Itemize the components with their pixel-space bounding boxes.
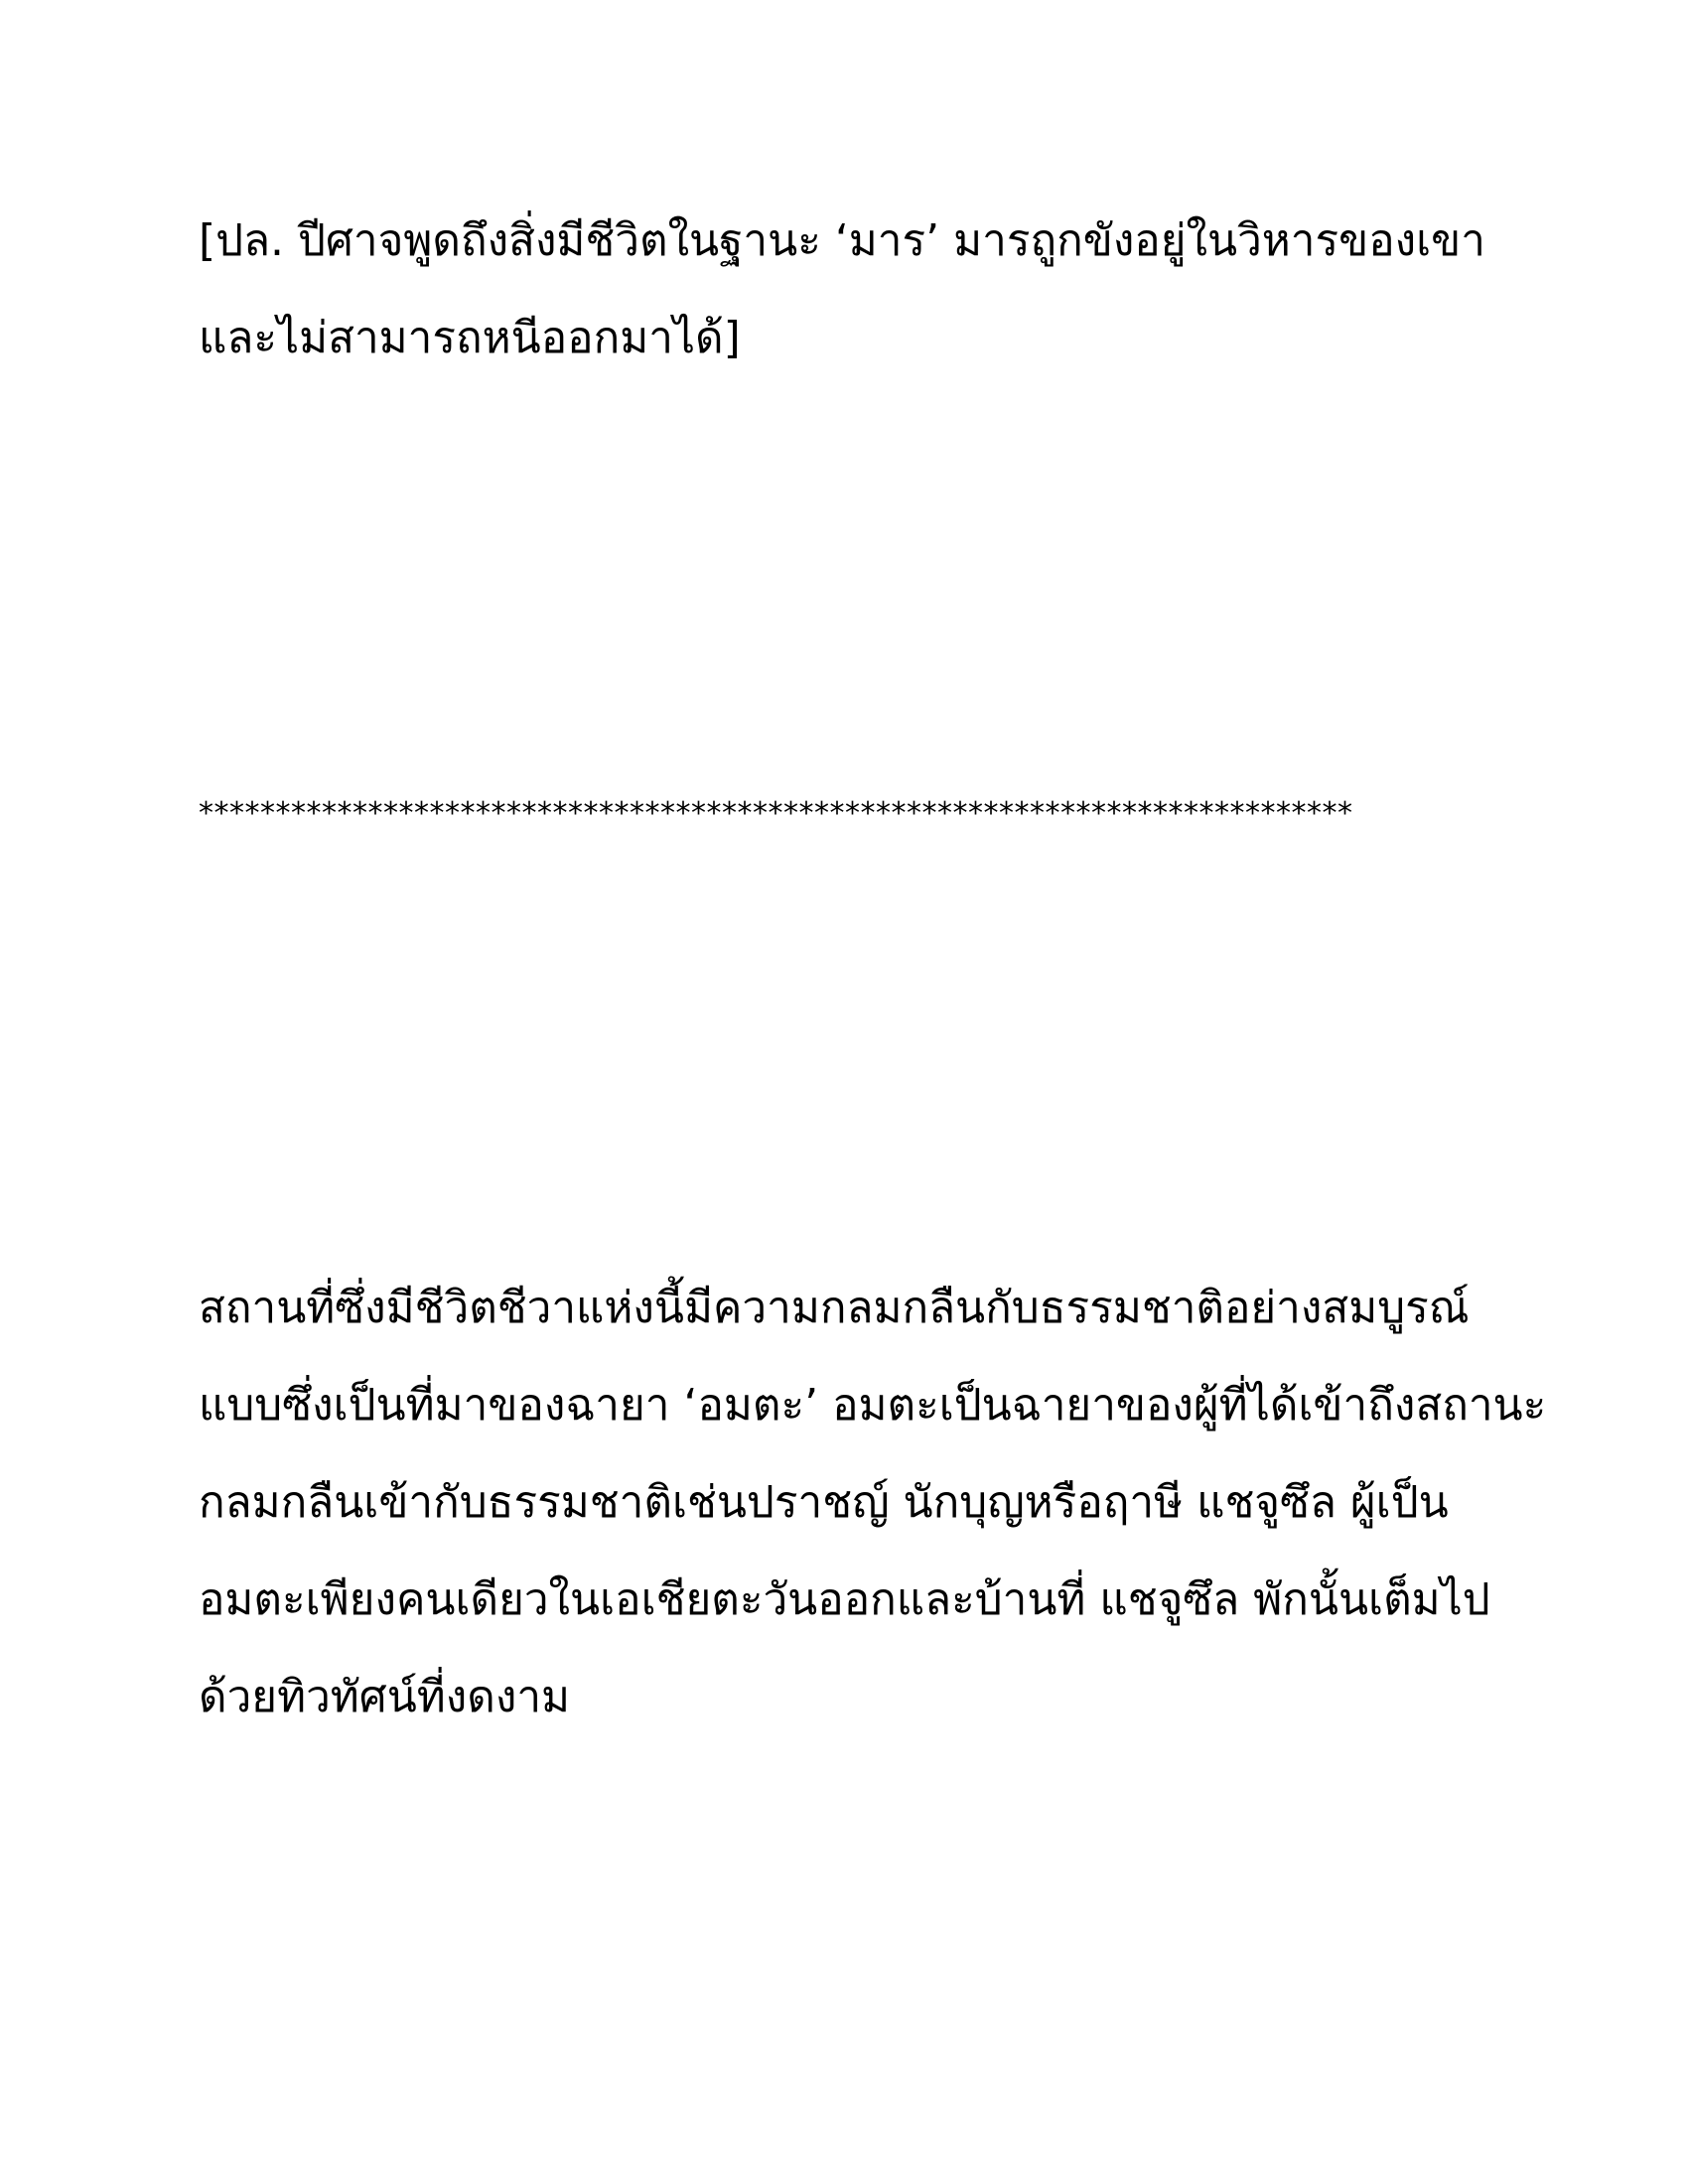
paragraph-line-1: สถานที่ซึ่งมีชีวิตชีวาแห่งนี้มีความกลมกลืนกับธรรมชาติอย่างสมบูรณ์ bbox=[199, 1283, 1470, 1333]
note-line-1: [ปล. ปีศาจพูดถึงสิ่งมีชีวิตในฐานะ ‘มาร’ มารถูกขังอยู่ในวิหารของเขา bbox=[199, 215, 1485, 266]
note-line-2: และไม่สามารถหนีออกมาได้] bbox=[199, 313, 741, 363]
paragraph-line-2: แบบซึ่งเป็นที่มาของฉายา ‘อมตะ’ อมตะเป็นฉายาของผู้ที่ได้เข้าถึงสถานะ bbox=[199, 1380, 1547, 1431]
paragraph-line-3: กลมกลืนเข้ากับธรรมชาติเช่นปราชญ์ นักบุญหรือฤาษี แชจูซึล ผู้เป็น bbox=[199, 1477, 1449, 1528]
paragraph-line-5: ด้วยทิวทัศน์ที่งดงาม bbox=[199, 1672, 571, 1722]
paragraph-line-4: อมตะเพียงคนเดียวในเอเชียตะวันออกและบ้านที่ แชจูซึล พักนั้นเต็มไป bbox=[199, 1574, 1490, 1625]
section-separator: *************************************************************************** bbox=[199, 796, 1353, 831]
